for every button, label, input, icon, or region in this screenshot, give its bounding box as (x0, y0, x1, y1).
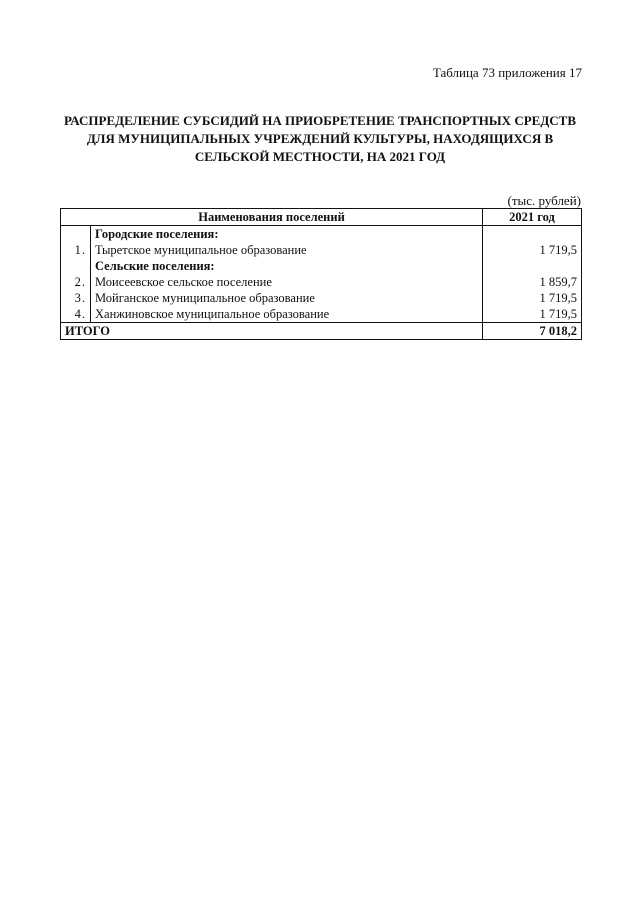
table-row (61, 274, 582, 290)
row-number: 3. (61, 290, 91, 306)
row-number: 1. (61, 242, 91, 258)
row-value (483, 258, 582, 274)
row-number (61, 226, 91, 243)
row-value: 1 719,5 (483, 290, 582, 306)
table-row (61, 290, 582, 306)
row-name: Мойганское муниципальное образование (91, 290, 483, 306)
header-settlement-name: Наименования поселений (61, 209, 483, 226)
header-year: 2021 год (483, 209, 582, 226)
table-row (61, 242, 582, 258)
total-value: 7 018,2 (483, 323, 582, 340)
row-value (483, 226, 582, 243)
row-name: Моисеевское сельское поселение (91, 274, 483, 290)
title-line-2: ДЛЯ МУНИЦИПАЛЬНЫХ УЧРЕЖДЕНИЙ КУЛЬТУРЫ, НАХОДЯЩИХСЯ В (86, 131, 554, 146)
group-label: Городские поселения: (91, 226, 483, 243)
row-value: 1 719,5 (483, 306, 582, 323)
row-number: 4. (61, 306, 91, 323)
table-header-row (61, 209, 582, 226)
total-row (61, 323, 582, 340)
units-note: (тыс. рублей) (507, 193, 581, 208)
row-name: Тыретское муниципальное образование (91, 242, 483, 258)
group-label: Сельские поселения: (91, 258, 483, 274)
title-line-1: РАСПРЕДЕЛЕНИЕ СУБСИДИЙ НА ПРИОБРЕТЕНИЕ ТРАНСПОРТНЫХ СРЕДСТВ (64, 113, 576, 128)
table-reference: Таблица 73 приложения 17 (432, 65, 582, 80)
row-number (61, 258, 91, 274)
document-title (40, 112, 600, 166)
subsidy-table (60, 208, 582, 340)
row-number: 2. (61, 274, 91, 290)
row-value: 1 859,7 (483, 274, 582, 290)
table-row (61, 306, 582, 323)
row-value: 1 719,5 (483, 242, 582, 258)
total-label: ИТОГО (61, 323, 483, 340)
group-row (61, 258, 582, 274)
title-line-3: СЕЛЬСКОЙ МЕСТНОСТИ, НА 2021 ГОД (194, 149, 446, 164)
group-row (61, 226, 582, 243)
row-name: Ханжиновское муниципальное образование (91, 306, 483, 323)
